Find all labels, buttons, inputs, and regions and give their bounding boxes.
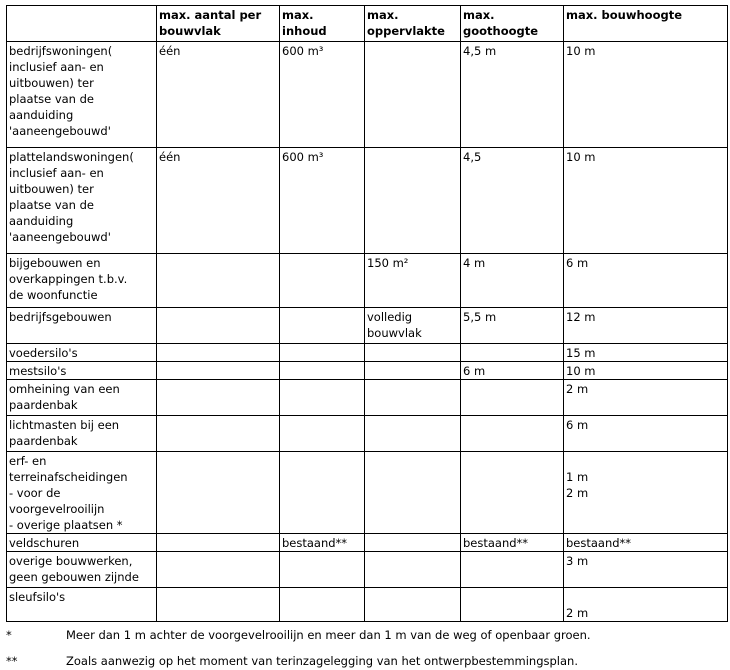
cell-line: overige bouwwerken,: [9, 554, 133, 568]
cell-inhoud: [280, 552, 365, 588]
cell-line: uitbouwen) ter: [9, 182, 94, 196]
cell-aantal: [157, 416, 280, 452]
cell-line: aanduiding: [9, 214, 74, 228]
table-header-row: [7, 6, 728, 42]
footnote-text: Meer dan 1 m achter de voorgevelrooilijn en meer dan 1 m van de weg of openbaar groen.: [66, 628, 591, 642]
cell-aantal: [157, 344, 280, 362]
cell-line: 10 m: [566, 364, 596, 378]
table-row: [7, 148, 728, 254]
cell-line: één: [159, 44, 181, 58]
row-label: [7, 148, 157, 254]
column-header: max. oppervlakte: [365, 6, 461, 42]
cell-line: plattelandswoningen(: [9, 150, 134, 164]
cell-line: 4,5 m: [463, 44, 497, 58]
cell-inhoud: [280, 148, 365, 254]
cell-line: 150 m²: [367, 256, 409, 270]
table-row: [7, 416, 728, 452]
cell-inhoud: [280, 254, 365, 308]
cell-inhoud: [280, 42, 365, 148]
row-label: [7, 534, 157, 552]
row-label: [7, 588, 157, 622]
cell-line: 4,5: [463, 150, 482, 164]
cell-line: bestaand**: [463, 536, 529, 550]
cell-line: 10 m: [566, 44, 596, 58]
cell-line: overkappingen t.b.v.: [9, 272, 128, 286]
cell-oppervlakte: [365, 42, 461, 148]
cell-line: voorgevelrooilijn: [9, 502, 105, 516]
row-label: [7, 362, 157, 380]
row-label: [7, 308, 157, 344]
cell-aantal: [157, 452, 280, 534]
cell-line: [566, 589, 725, 605]
cell-aantal: [157, 588, 280, 622]
cell-oppervlakte: [365, 344, 461, 362]
row-label: [7, 416, 157, 452]
cell-inhoud: [280, 452, 365, 534]
table-row: [7, 534, 728, 552]
cell-line: sleufsilo's: [9, 590, 66, 604]
cell-line: - overige plaatsen *: [9, 518, 123, 532]
cell-line: 12 m: [566, 310, 596, 324]
table-row: [7, 452, 728, 534]
cell-inhoud: [280, 534, 365, 552]
table-row: [7, 42, 728, 148]
cell-inhoud: [280, 344, 365, 362]
cell-line: omheining van een: [9, 382, 120, 396]
cell-oppervlakte: [365, 588, 461, 622]
cell-line: 1 m: [566, 470, 589, 484]
cell-line: bestaand**: [566, 536, 632, 550]
cell-oppervlakte: [365, 148, 461, 254]
table-row: [7, 362, 728, 380]
cell-bouwhoogte: [564, 308, 728, 344]
cell-line: 4 m: [463, 256, 486, 270]
cell-goothoogte: [461, 362, 564, 380]
cell-goothoogte: [461, 380, 564, 416]
row-label: [7, 254, 157, 308]
cell-line: plaatse van de: [9, 92, 94, 106]
cell-aantal: [157, 42, 280, 148]
cell-line: 'aaneengebouwd': [9, 230, 111, 244]
cell-goothoogte: [461, 588, 564, 622]
cell-line: bedrijfsgebouwen: [9, 310, 112, 324]
footnote: [6, 652, 727, 670]
table-body: [7, 42, 728, 622]
cell-oppervlakte: [365, 552, 461, 588]
table-row: [7, 552, 728, 588]
cell-line: 5,5 m: [463, 310, 497, 324]
cell-line: volledig: [367, 310, 413, 324]
cell-bouwhoogte: [564, 588, 728, 622]
cell-aantal: [157, 362, 280, 380]
cell-oppervlakte: [365, 362, 461, 380]
cell-line: - voor de: [9, 486, 61, 500]
cell-line: 6 m: [566, 418, 589, 432]
cell-inhoud: [280, 380, 365, 416]
cell-goothoogte: [461, 344, 564, 362]
column-header: max. goothoogte: [461, 6, 564, 42]
row-label: [7, 42, 157, 148]
cell-line: 2 m: [566, 382, 589, 396]
table-row: [7, 254, 728, 308]
cell-line: 2 m: [566, 486, 589, 500]
cell-line: bestaand**: [282, 536, 348, 550]
cell-line: één: [159, 150, 181, 164]
cell-oppervlakte: [365, 308, 461, 344]
cell-bouwhoogte: [564, 416, 728, 452]
cell-line: inclusief aan- en: [9, 166, 104, 180]
cell-line: mestsilo's: [9, 364, 67, 378]
cell-inhoud: [280, 308, 365, 344]
cell-line: terreinafscheidingen: [9, 470, 128, 484]
cell-line: paardenbak: [9, 398, 78, 412]
cell-bouwhoogte: [564, 254, 728, 308]
cell-line: aanduiding: [9, 108, 74, 122]
footnotes: [6, 626, 727, 670]
cell-goothoogte: [461, 308, 564, 344]
footnote-text: Zoals aanwezig op het moment van terinzagelegging van het ontwerpbestemmingsplan.: [66, 654, 578, 668]
row-label: [7, 344, 157, 362]
cell-line: uitbouwen) ter: [9, 76, 94, 90]
column-header: max. inhoud: [280, 6, 365, 42]
cell-bouwhoogte: [564, 452, 728, 534]
cell-line: 'aaneengebouwd': [9, 124, 111, 138]
row-label: [7, 380, 157, 416]
cell-line: veldschuren: [9, 536, 80, 550]
cell-bouwhoogte: [564, 380, 728, 416]
cell-aantal: [157, 380, 280, 416]
cell-bouwhoogte: [564, 552, 728, 588]
column-header: max. bouwhoogte: [564, 6, 728, 42]
cell-line: 6 m: [463, 364, 486, 378]
cell-oppervlakte: [365, 534, 461, 552]
cell-line: 2 m: [566, 606, 589, 620]
cell-goothoogte: [461, 534, 564, 552]
cell-oppervlakte: [365, 254, 461, 308]
row-label: [7, 452, 157, 534]
cell-goothoogte: [461, 552, 564, 588]
cell-goothoogte: [461, 148, 564, 254]
cell-line: erf- en: [9, 454, 47, 468]
cell-line: 600 m³: [282, 150, 324, 164]
cell-line: bouwvlak: [367, 326, 422, 340]
row-label: [7, 552, 157, 588]
cell-oppervlakte: [365, 452, 461, 534]
cell-goothoogte: [461, 452, 564, 534]
cell-bouwhoogte: [564, 534, 728, 552]
cell-bouwhoogte: [564, 148, 728, 254]
cell-aantal: [157, 254, 280, 308]
cell-line: inclusief aan- en: [9, 60, 104, 74]
table-row: [7, 308, 728, 344]
cell-line: de woonfunctie: [9, 288, 98, 302]
footnote: [6, 626, 727, 644]
cell-bouwhoogte: [564, 362, 728, 380]
cell-aantal: [157, 552, 280, 588]
cell-line: paardenbak: [9, 434, 78, 448]
cell-oppervlakte: [365, 380, 461, 416]
column-header: [7, 6, 157, 42]
footnote-mark: **: [6, 654, 18, 668]
footnote-mark: *: [6, 628, 12, 642]
cell-oppervlakte: [365, 416, 461, 452]
cell-line: geen gebouwen zijnde: [9, 570, 139, 584]
column-header: max. aantal per bouwvlak: [157, 6, 280, 42]
cell-line: 10 m: [566, 150, 596, 164]
cell-line: 15 m: [566, 346, 596, 360]
cell-line: 6 m: [566, 256, 589, 270]
table-row: [7, 588, 728, 622]
cell-aantal: [157, 308, 280, 344]
cell-line: 600 m³: [282, 44, 324, 58]
cell-line: 3 m: [566, 554, 589, 568]
cell-goothoogte: [461, 42, 564, 148]
cell-goothoogte: [461, 416, 564, 452]
cell-inhoud: [280, 416, 365, 452]
cell-line: bijgebouwen en: [9, 256, 101, 270]
cell-aantal: [157, 148, 280, 254]
cell-line: voedersilo's: [9, 346, 78, 360]
cell-inhoud: [280, 588, 365, 622]
cell-line: lichtmasten bij een: [9, 418, 120, 432]
cell-bouwhoogte: [564, 42, 728, 148]
building-regulations-table: [6, 5, 728, 622]
cell-aantal: [157, 534, 280, 552]
cell-bouwhoogte: [564, 344, 728, 362]
cell-line: plaatse van de: [9, 198, 94, 212]
cell-line: [566, 453, 725, 469]
cell-goothoogte: [461, 254, 564, 308]
cell-inhoud: [280, 362, 365, 380]
table-row: [7, 380, 728, 416]
table-row: [7, 344, 728, 362]
cell-line: bedrijfswoningen(: [9, 44, 113, 58]
